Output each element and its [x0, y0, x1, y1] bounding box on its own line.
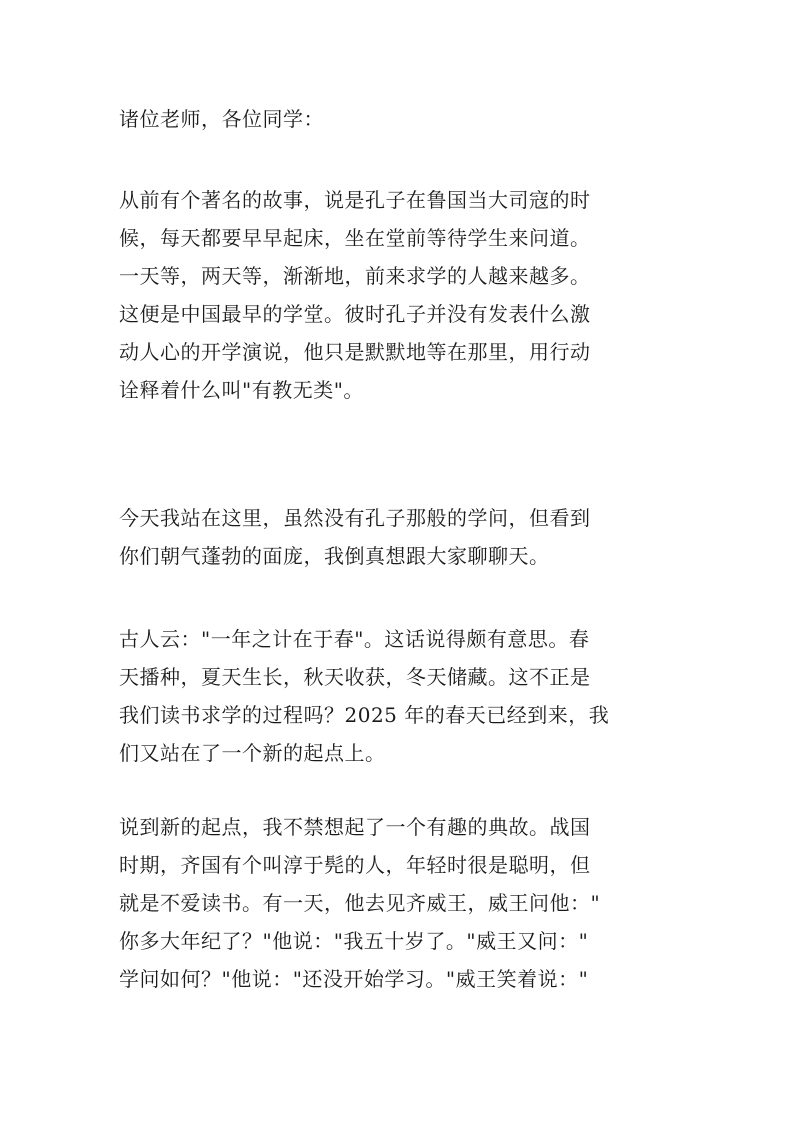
paragraph-line: 就是不爱读书。有一天，他去见齐威王，威王问他：" [119, 891, 601, 915]
paragraph-line: 一天等，两天等，渐渐地，前来求学的人越来越多。 [119, 264, 591, 288]
paragraph-line: 动人心的开学演说，他只是默默地等在那里，用行动 [119, 340, 591, 364]
paragraph-line: 我们读书求学的过程吗？2025 年的春天已经到来，我 [119, 703, 610, 727]
paragraph-line: 学问如何？"他说："还没开始学习。"威王笑着说：" [119, 967, 589, 991]
paragraph-4 [119, 808, 679, 998]
paragraph-line: 你多大年纪了？"他说："我五十岁了。"威王又问：" [119, 929, 589, 953]
paragraph-line: 们又站在了一个新的起点上。 [119, 741, 386, 765]
paragraph-1 [119, 181, 679, 409]
paragraph-line: 这便是中国最早的学堂。彼时孔子并没有发表什么激 [119, 302, 591, 326]
paragraph-3 [119, 620, 679, 772]
paragraph-line: 说到新的起点，我不禁想起了一个有趣的典故。战国 [119, 815, 591, 839]
paragraph-line: 你们朝气蓬勃的面庞，我倒真想跟大家聊聊天。 [119, 544, 550, 568]
paragraph-2 [119, 499, 679, 575]
paragraph-line: 诠释着什么叫"有教无类"。 [119, 378, 364, 402]
paragraph-line: 时期，齐国有个叫淳于髡的人，年轻时很是聪明，但 [119, 853, 591, 877]
greeting-line: 诸位老师，各位同学： [119, 107, 324, 131]
greeting [119, 100, 679, 138]
paragraph-line: 古人云："一年之计在于春"。这话说得颇有意思。春 [119, 627, 590, 651]
paragraph-line: 候，每天都要早早起床，坐在堂前等待学生来问道。 [119, 226, 591, 250]
paragraph-line: 今天我站在这里，虽然没有孔子那般的学问，但看到 [119, 506, 591, 530]
paragraph-line: 从前有个著名的故事，说是孔子在鲁国当大司寇的时 [119, 188, 591, 212]
paragraph-line: 天播种，夏天生长，秋天收获，冬天储藏。这不正是 [119, 665, 591, 689]
